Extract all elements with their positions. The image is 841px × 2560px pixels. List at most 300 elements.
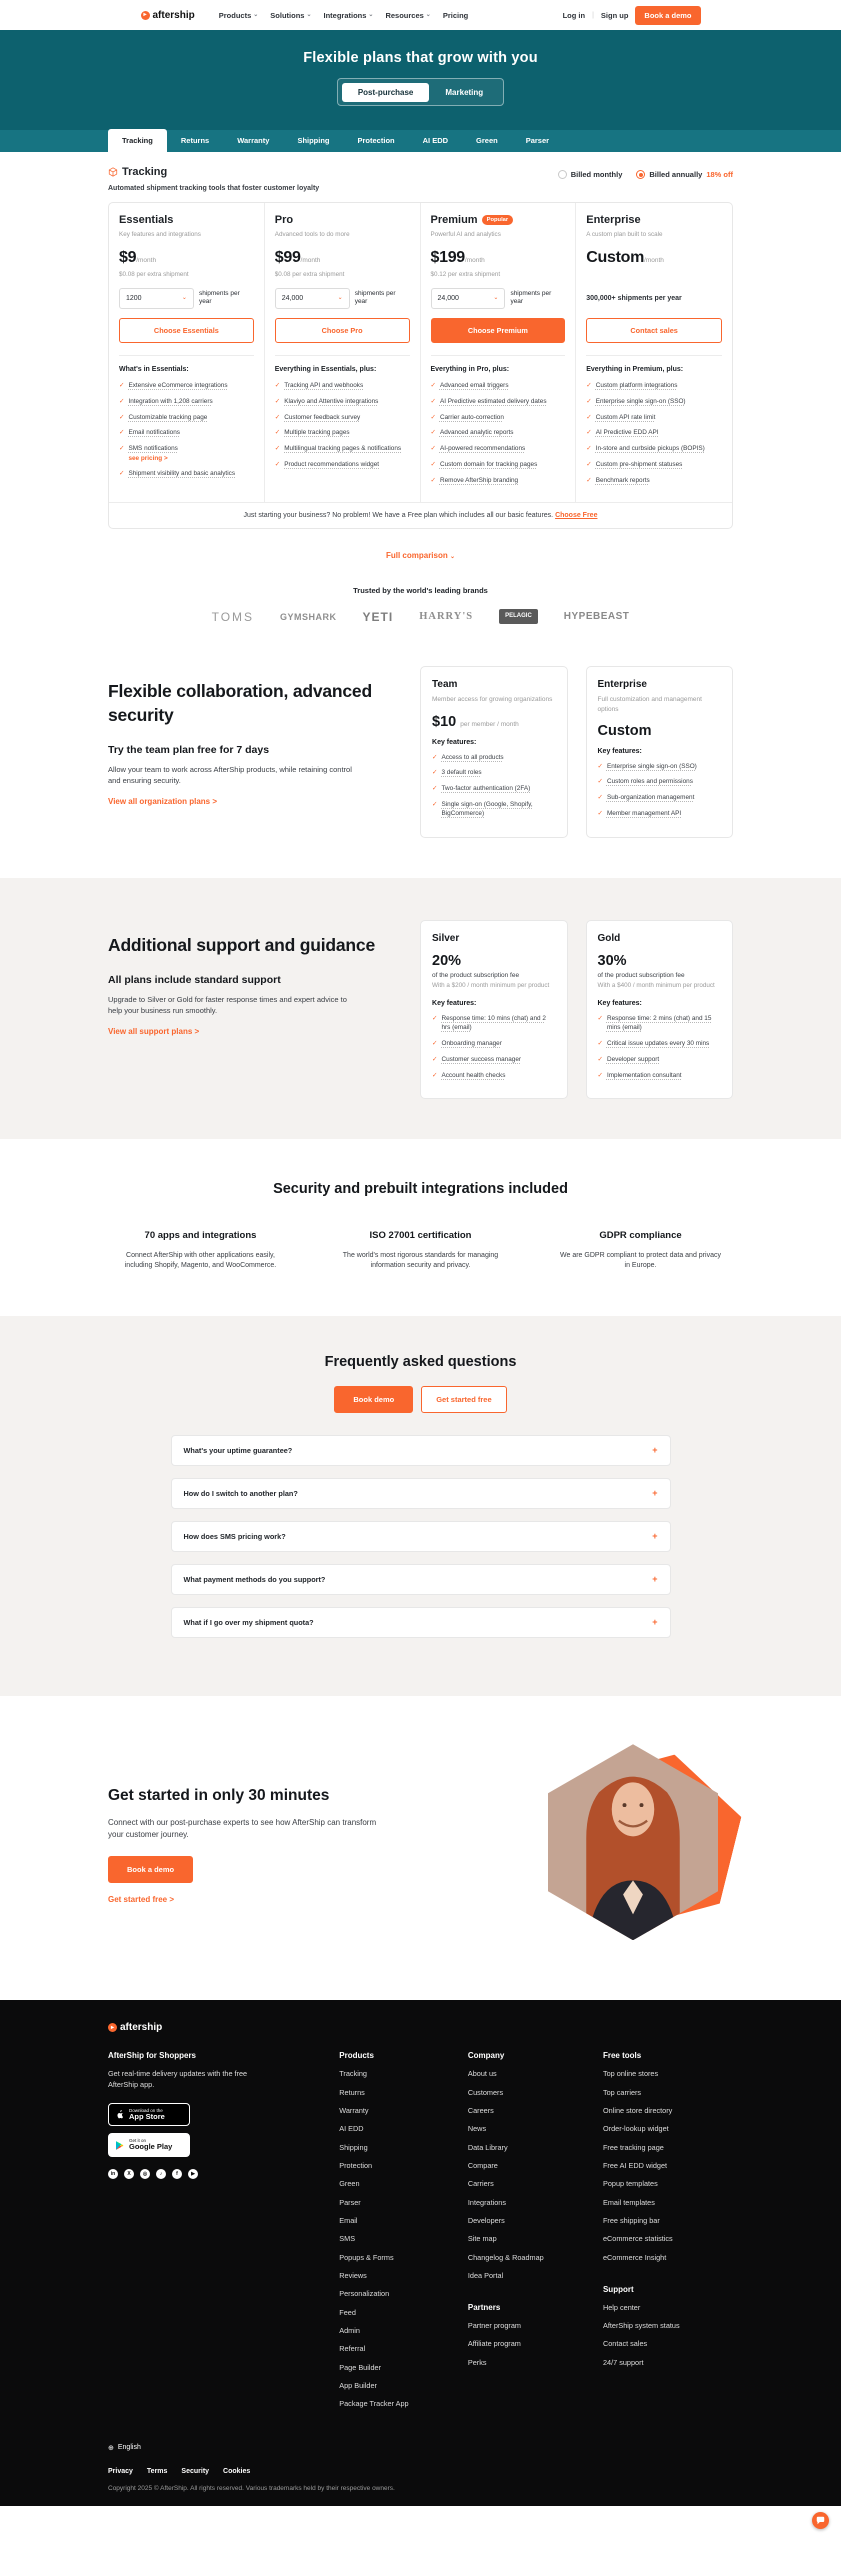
card-price: $10 per member / month <box>432 713 519 730</box>
plan-price: $99 <box>274 249 301 266</box>
check-icon: ✓ <box>119 470 125 478</box>
see-pricing-link[interactable]: see pricing > <box>128 454 168 462</box>
extra-shipment-fee: $0.08 per extra shipment <box>119 271 189 278</box>
footer-link[interactable]: Free shipping bar <box>602 2216 660 2226</box>
footer-logo[interactable]: ▸ aftership <box>108 2022 733 2033</box>
footer-link[interactable]: 24/7 support <box>602 2357 644 2367</box>
footer-link[interactable]: Popup templates <box>602 2179 658 2189</box>
choose-pro-button[interactable]: Choose Pro <box>275 318 410 343</box>
team-plan-card <box>420 666 567 838</box>
key-features-title: Key features: <box>597 999 642 1007</box>
contact-sales-button[interactable]: Contact sales <box>586 318 722 343</box>
plan-desc: Advanced tools to do more <box>274 231 350 238</box>
feature-item: ✓ Single sign-on (Google, Shopify, BigCommerce) <box>432 800 533 818</box>
tab-green[interactable]: Green <box>476 136 498 145</box>
footer-link[interactable]: Site map <box>467 2234 497 2244</box>
feature-item: ✓ Response time: 10 mins (chat) and 2 hrs (email) <box>432 1014 546 1032</box>
faq-list <box>171 1435 671 1638</box>
choose-essentials-button[interactable]: Choose Essentials <box>119 318 254 343</box>
toms-logo: TOMS <box>211 609 255 624</box>
plan-desc: Powerful AI and analytics <box>430 231 501 238</box>
check-icon: ✓ <box>119 445 125 452</box>
plus-icon: + <box>652 1617 658 1628</box>
radio-selected-icon <box>636 170 645 179</box>
check-icon: ✓ <box>430 382 436 389</box>
check-icon: ✓ <box>597 794 603 802</box>
tab-tracking[interactable]: Tracking <box>108 129 167 152</box>
check-icon: ✓ <box>597 778 603 786</box>
plus-icon: + <box>652 1488 658 1499</box>
yeti-logo: YETI <box>362 609 394 624</box>
footer-products-links <box>339 2069 408 2409</box>
shipments-select[interactable]: 1200 ⌄ <box>119 288 194 309</box>
feature-item: ✓ Developer support <box>597 1055 660 1063</box>
features-list <box>432 753 555 819</box>
key-features-title: Key features: <box>432 999 477 1007</box>
support-subheading: All plans include standard support <box>108 973 281 986</box>
card-name: Silver <box>432 933 460 944</box>
check-icon: ✓ <box>274 397 281 405</box>
feature-item: ✓ Custom pre-shipment statuses <box>586 460 683 468</box>
footer-link[interactable]: Help center <box>602 2302 641 2312</box>
footer-link[interactable]: Popups & Forms <box>339 2252 394 2262</box>
faq-question-row[interactable]: What's your uptime guarantee? + <box>171 1435 671 1466</box>
footer-link[interactable]: Developers <box>467 2216 505 2226</box>
aftership-logo-icon: ▸ <box>141 11 150 20</box>
feature-item: ✓ Onboarding manager <box>432 1040 502 1048</box>
features-list <box>119 381 254 479</box>
check-icon: ✓ <box>586 382 592 389</box>
billing-toggle <box>558 170 733 179</box>
footer-link[interactable]: Feed <box>339 2307 356 2317</box>
features-title: Everything in Essentials, plus: <box>274 366 377 373</box>
features-list <box>432 1014 555 1080</box>
nav-item-pricing[interactable]: Pricing <box>442 10 469 20</box>
feature-item: ✓ Tracking API and webhooks <box>274 382 364 389</box>
feature-item: ✓ Integration with 1,208 carriers <box>119 397 213 405</box>
feature-item: ✓ Custom platform integrations <box>586 382 678 389</box>
choose-premium-button[interactable]: Choose Premium <box>431 318 566 343</box>
security-section <box>0 1139 841 1316</box>
footer-link[interactable]: Tracking <box>339 2069 367 2079</box>
app-store-badge[interactable]: Download on the App Store <box>108 2103 190 2126</box>
footer-link[interactable]: Protection <box>339 2160 373 2170</box>
google-play-badge[interactable]: Get it on Google Play <box>108 2133 190 2156</box>
footer-company-title: Company <box>467 2051 505 2061</box>
features-title: Everything in Premium, plus: <box>586 366 684 373</box>
card-name: Enterprise <box>597 679 647 691</box>
billed-annually-radio[interactable]: Billed annually 18% off <box>636 170 733 179</box>
collab-body: Allow your team to work across AfterShip products, while retaining control and ensuring security. <box>108 764 352 786</box>
footer-products-title: Products <box>339 2051 374 2061</box>
shoppers-body: Get real-time delivery updates with the free AfterShip app. <box>108 2069 248 2090</box>
faq-book-demo-button[interactable]: Book demo <box>334 1386 413 1413</box>
feature-item: ✓ Customizable tracking page <box>119 413 208 421</box>
fee-label: of the product subscription fee <box>597 972 685 979</box>
support-section <box>0 878 841 1139</box>
fee-label: of the product subscription fee <box>432 972 520 979</box>
plan-period: /month <box>644 257 664 264</box>
footer-link[interactable]: About us <box>467 2069 497 2079</box>
enterprise-plan-card <box>586 666 733 838</box>
footer-link[interactable]: SMS <box>339 2234 356 2244</box>
chevron-down-icon: ⌄ <box>493 295 499 301</box>
features-list <box>598 762 721 819</box>
copyright-text: Copyright 2025 © AfterShip. All rights reserved. Various trademarks held by their respective owners. <box>108 2484 395 2492</box>
faq-question-row[interactable]: What if I go over my shipment quota? + <box>171 1607 671 1638</box>
gymshark-logo: GYMSHARK <box>280 611 337 622</box>
check-icon: ✓ <box>597 1055 603 1063</box>
security-item-iso: ISO 27001 certification The world's most rigorous standards for managing information security and privacy. <box>342 1229 499 1270</box>
card-percent: 20% <box>432 953 462 969</box>
check-icon: ✓ <box>430 413 436 421</box>
feature-item: ✓ Response time: 2 mins (chat) and 15 mins (email) <box>597 1014 712 1032</box>
product-tabbar <box>0 130 841 152</box>
choose-free-link[interactable]: Choose Free <box>555 512 598 520</box>
footer-link[interactable]: Partner program <box>467 2320 521 2330</box>
nav-item-solutions[interactable]: Solutions ⌄ <box>270 10 312 20</box>
footer-link[interactable]: News <box>467 2124 487 2134</box>
plan-price: $199 <box>430 249 465 266</box>
chevron-down-icon: ⌄ <box>253 12 259 18</box>
feature-item: ✓ Advanced email triggers <box>430 382 509 389</box>
footer-link[interactable]: Perks <box>467 2357 487 2367</box>
card-name: Gold <box>597 933 621 944</box>
support-body: Upgrade to Silver or Gold for faster response times and expert advice to help your business run smoothly. <box>108 994 347 1016</box>
feature-item: ✓ Multiple tracking pages <box>274 429 350 437</box>
check-icon: ✓ <box>119 413 125 421</box>
feature-item: ✓ AI-powered recommendations <box>430 445 526 452</box>
plan-card-enterprise <box>576 203 732 502</box>
check-icon: ✓ <box>597 809 603 817</box>
extra-shipment-fee: $0.08 per extra shipment <box>274 271 345 278</box>
check-icon: ✓ <box>432 1071 438 1079</box>
hero-title: Flexible plans that grow with you <box>303 50 538 66</box>
shipments-select[interactable]: 24,000 ⌄ <box>431 288 506 309</box>
card-desc: Full customization and management options <box>597 696 702 713</box>
footer-link[interactable]: Green <box>339 2179 360 2189</box>
footer-free-tools-links <box>603 2069 733 2262</box>
feature-item: ✓ AI Predictive EDD API <box>586 429 659 437</box>
social-icon[interactable]: ♪ <box>156 2169 166 2179</box>
feature-item: ✓ Carrier auto-correction <box>430 413 504 421</box>
footer-link[interactable]: Contact sales <box>602 2339 648 2349</box>
feature-item: ✓ Customer feedback survey <box>274 413 361 421</box>
footer-link[interactable]: Email <box>339 2216 358 2226</box>
plan-desc: A custom plan built to scale <box>586 231 663 238</box>
check-icon: ✓ <box>430 460 436 468</box>
footer-partners-title: Partners <box>467 2302 501 2312</box>
feature-item: ✓ Custom domain for tracking pages <box>430 460 538 468</box>
feature-item: ✓ Sub-organization management <box>597 794 695 802</box>
footer-link[interactable]: Free AI EDD widget <box>602 2160 668 2170</box>
tab-shipping[interactable]: Shipping <box>297 136 330 145</box>
feature-item: ✓ Advanced analytic reports <box>430 429 514 437</box>
brands-title: Trusted by the world's leading brands <box>353 586 488 596</box>
footer-link[interactable]: Online store directory <box>602 2105 673 2115</box>
feature-item: ✓ Enterprise single sign-on (SSO) <box>586 397 686 405</box>
social-icon[interactable]: ▶ <box>188 2169 198 2179</box>
plus-icon: + <box>652 1531 658 1542</box>
footer-link[interactable]: Returns <box>339 2087 365 2097</box>
cta-get-started-link[interactable]: Get started free > <box>108 1894 175 1904</box>
shipments-label: shipments per year <box>198 289 240 305</box>
social-icon[interactable]: ◎ <box>140 2169 150 2179</box>
footer-link[interactable]: eCommerce Insight <box>602 2252 667 2262</box>
security-item-gdpr: GDPR compliance We are GDPR compliant to protect data and privacy in Europe. <box>560 1229 721 1270</box>
nav-item-resources[interactable]: Resources ⌄ <box>385 10 431 20</box>
tab-parser[interactable]: Parser <box>525 136 550 145</box>
check-icon: ✓ <box>430 445 436 452</box>
plus-icon: + <box>652 1445 658 1456</box>
feature-item: ✓ Enterprise single sign-on (SSO) <box>597 762 697 770</box>
footer-link[interactable]: Package Tracker App <box>339 2399 409 2409</box>
radio-icon <box>558 170 567 179</box>
features-title: Everything in Pro, plus: <box>430 366 510 373</box>
footer-link[interactable]: Idea Portal <box>467 2271 504 2281</box>
shoppers-title: AfterShip for Shoppers <box>108 2051 197 2061</box>
check-icon: ✓ <box>430 476 436 484</box>
view-organization-plans-link[interactable]: View all organization plans > <box>108 796 217 806</box>
check-icon: ✓ <box>432 769 438 777</box>
legal-link[interactable]: Privacy <box>108 2467 133 2475</box>
key-features-title: Key features: <box>432 738 477 746</box>
minimum-label: With a $200 / month minimum per product <box>432 982 550 989</box>
chat-widget-button[interactable] <box>812 2512 829 2529</box>
check-icon: ✓ <box>586 476 592 484</box>
plan-name: Premium Popular <box>431 214 566 226</box>
feature-item: ✓ Custom API rate limit <box>586 413 656 421</box>
check-icon: ✓ <box>586 429 592 437</box>
check-icon: ✓ <box>274 382 281 389</box>
plan-name: Enterprise <box>586 214 641 226</box>
chevron-down-icon: ⌄ <box>337 295 343 301</box>
footer-link[interactable]: Changelog & Roadmap <box>467 2252 544 2262</box>
check-icon: ✓ <box>597 1014 603 1022</box>
get-started-section <box>108 1696 733 2000</box>
features-list <box>586 381 722 485</box>
check-icon: ✓ <box>586 413 592 421</box>
check-icon: ✓ <box>119 397 125 405</box>
feature-item: ✓ Customer success manager <box>432 1055 522 1063</box>
plan-price: $9 <box>119 249 137 266</box>
social-icon[interactable]: f <box>172 2169 182 2179</box>
shipments-select[interactable]: 24,000 ⌄ <box>275 288 350 309</box>
footer-link[interactable]: Referral <box>339 2344 366 2354</box>
portrait-illustration <box>548 1744 733 1944</box>
feature-item: ✓ Critical issue updates every 30 mins <box>597 1040 710 1048</box>
footer-link[interactable]: AfterShip system status <box>602 2320 680 2330</box>
feature-item: ✓ 3 default roles <box>432 769 482 777</box>
footer-link[interactable]: Warranty <box>339 2105 369 2115</box>
footer-link[interactable]: Top carriers <box>602 2087 642 2097</box>
shipments-label: shipments per year <box>510 289 552 305</box>
full-comparison-link[interactable]: Full comparison ⌄ <box>385 551 456 561</box>
check-icon: ✓ <box>274 445 281 452</box>
tab-protection[interactable]: Protection <box>357 136 395 145</box>
footer-link[interactable]: Shipping <box>339 2142 368 2152</box>
view-support-plans-link[interactable]: View all support plans > <box>108 1026 200 1036</box>
feature-item: ✓ AI Predictive estimated delivery dates <box>430 397 547 405</box>
shipments-label: shipments per year <box>354 289 396 305</box>
chat-bubble-icon <box>816 2516 825 2525</box>
chevron-down-icon: ⌄ <box>368 12 374 18</box>
plan-category-toggle <box>337 78 503 106</box>
check-icon: ✓ <box>274 460 281 468</box>
nav-item-products[interactable]: Products ⌄ <box>218 10 259 20</box>
feature-item: ✓ In-store and curbside pickups (BOPIS) <box>586 445 705 452</box>
aftership-logo-text: aftership <box>152 9 195 21</box>
footer-link[interactable]: Order-lookup widget <box>602 2124 669 2134</box>
section-subtitle: Automated shipment tracking tools that foster customer loyalty <box>108 185 320 192</box>
discount-badge: 18% off <box>706 170 733 179</box>
feature-item: ✓ Remove AfterShip branding <box>430 476 519 484</box>
free-plan-note: Just starting your business? No problem! We have a Free plan which includes all our basic features. Choose Free <box>109 502 732 528</box>
footer-link[interactable]: Reviews <box>339 2271 367 2281</box>
nav-item-integrations[interactable]: Integrations ⌄ <box>323 10 374 20</box>
faq-question-row[interactable]: How do I switch to another plan? + <box>171 1478 671 1509</box>
footer-link[interactable]: Affiliate program <box>467 2339 521 2349</box>
plan-name: Essentials <box>119 214 174 226</box>
footer-free-tools-title: Free tools <box>602 2051 642 2061</box>
footer-link[interactable]: Data Library <box>467 2142 508 2152</box>
check-icon: ✓ <box>274 429 281 437</box>
feature-item: ✓ Klaviyo and Attentive integrations <box>274 397 379 405</box>
footer-link[interactable]: Personalization <box>339 2289 390 2299</box>
collab-subheading: Try the team plan free for 7 days <box>108 743 270 756</box>
footer-company-links <box>468 2069 544 2281</box>
plan-period: /month <box>136 257 157 264</box>
legal-link[interactable]: Cookies <box>223 2467 251 2475</box>
hero-banner <box>0 30 841 130</box>
aftership-logo[interactable] <box>141 10 195 21</box>
tab-returns[interactable]: Returns <box>180 136 210 145</box>
footer-link[interactable]: AI EDD <box>339 2124 364 2134</box>
google-play-icon <box>116 2141 124 2150</box>
language-selector[interactable]: ⊕ English <box>108 2444 141 2452</box>
cta-book-demo-button[interactable]: Book a demo <box>108 1856 193 1883</box>
chevron-down-icon: ⌄ <box>425 12 431 18</box>
footer-link[interactable]: eCommerce statistics <box>602 2234 673 2244</box>
feature-item: ✓ Two-factor authentication (2FA) <box>432 785 531 793</box>
plan-period: /month <box>464 257 485 264</box>
chevron-down-icon: ⌄ <box>181 295 187 301</box>
footer-support-links <box>603 2303 733 2368</box>
footer-link[interactable]: Parser <box>339 2197 361 2207</box>
minimum-label: With a $400 / month minimum per product <box>597 982 715 989</box>
cta-heading: Get started in only 30 minutes <box>108 1787 330 1805</box>
footer-link[interactable]: Page Builder <box>339 2362 382 2372</box>
check-icon: ✓ <box>119 382 125 389</box>
footer-link[interactable]: Carriers <box>467 2179 494 2189</box>
tab-warranty[interactable]: Warranty <box>237 136 270 145</box>
feature-item: ✓ Multilingual tracking pages & notifications <box>274 445 402 452</box>
social-icon[interactable]: X <box>124 2169 134 2179</box>
card-percent: 30% <box>597 953 627 969</box>
feature-item: ✓ Extensive eCommerce integrations <box>119 382 228 389</box>
social-icon[interactable]: in <box>108 2169 118 2179</box>
footer-link[interactable]: Admin <box>339 2326 360 2336</box>
check-icon: ✓ <box>274 413 281 421</box>
login-link[interactable]: Log in <box>562 10 586 20</box>
footer-link[interactable]: App Builder <box>339 2381 377 2391</box>
billed-monthly-radio[interactable]: Billed monthly <box>558 170 623 179</box>
check-icon: ✓ <box>432 753 438 761</box>
feature-item: ✓ Email notifications <box>119 429 180 437</box>
feature-item: ✓ SMS notifications see pricing > <box>119 445 178 462</box>
feature-item: ✓ Product recommendations widget <box>274 460 380 468</box>
top-navbar <box>0 0 841 30</box>
plan-price: Custom <box>586 249 645 266</box>
shipments-quota-text: 300,000+ shipments per year <box>586 294 682 302</box>
plan-card-essentials <box>109 203 265 502</box>
faq-question-row[interactable]: How does SMS pricing work? + <box>171 1521 671 1552</box>
features-list <box>431 381 566 485</box>
book-demo-button[interactable]: Book a demo <box>635 6 700 25</box>
collaboration-section <box>108 624 733 878</box>
plan-desc: Key features and integrations <box>119 231 201 238</box>
footer-link[interactable]: Compare <box>467 2160 498 2170</box>
card-price: Custom <box>597 722 652 739</box>
harrys-logo: HARRY'S <box>419 611 474 623</box>
support-heading: Additional support and guidance <box>108 935 375 955</box>
plan-card-premium <box>421 203 577 502</box>
hypebeast-logo: HYPEBEAST <box>563 611 630 623</box>
brand-logos <box>108 609 733 624</box>
check-icon: ✓ <box>432 1055 438 1063</box>
signup-link[interactable]: Sign up <box>600 10 629 20</box>
card-name: Team <box>432 679 458 691</box>
faq-get-started-button[interactable]: Get started free <box>421 1386 506 1413</box>
toggle-marketing[interactable]: Marketing <box>445 87 484 97</box>
plan-period: /month <box>300 257 321 264</box>
tab-ai-edd[interactable]: AI EDD <box>422 136 449 145</box>
feature-item: ✓ Member management API <box>597 809 682 817</box>
collab-heading: Flexible collaboration, advanced security <box>108 681 372 726</box>
plus-icon: + <box>652 1574 658 1585</box>
feature-item: ✓ Benchmark reports <box>586 476 650 484</box>
faq-question-row[interactable]: What payment methods do you support? + <box>171 1564 671 1595</box>
security-heading: Security and prebuilt integrations included <box>273 1181 568 1198</box>
cta-body: Connect with our post-purchase experts to see how AfterShip can transform your customer journey. <box>108 1817 377 1840</box>
features-list <box>275 381 410 470</box>
check-icon: ✓ <box>586 460 592 468</box>
footer-link[interactable]: Careers <box>467 2105 494 2115</box>
footer-link[interactable]: Email templates <box>602 2197 655 2207</box>
check-icon: ✓ <box>586 445 592 452</box>
nav-links <box>219 11 553 20</box>
feature-item: ✓ Access to all products <box>432 753 504 761</box>
toggle-post-purchase[interactable]: Post-purchase <box>342 83 430 102</box>
footer-link[interactable]: Customers <box>467 2087 504 2097</box>
divider: | <box>592 11 594 19</box>
legal-link[interactable]: Terms <box>146 2467 168 2475</box>
silver-support-card <box>420 920 567 1099</box>
footer-link[interactable]: Integrations <box>467 2197 506 2207</box>
check-icon: ✓ <box>432 1040 438 1048</box>
plan-card-pro <box>265 203 421 502</box>
footer-link[interactable]: Top online stores <box>602 2069 659 2079</box>
key-features-title: Key features: <box>597 747 642 755</box>
gold-support-card <box>586 920 733 1099</box>
package-icon <box>108 167 118 177</box>
footer-link[interactable]: Free tracking page <box>602 2142 664 2152</box>
faq-section <box>0 1316 841 1696</box>
social-icons <box>108 2169 280 2179</box>
check-icon: ✓ <box>430 397 436 405</box>
legal-link[interactable]: Security <box>181 2467 210 2475</box>
check-icon: ✓ <box>432 800 438 808</box>
